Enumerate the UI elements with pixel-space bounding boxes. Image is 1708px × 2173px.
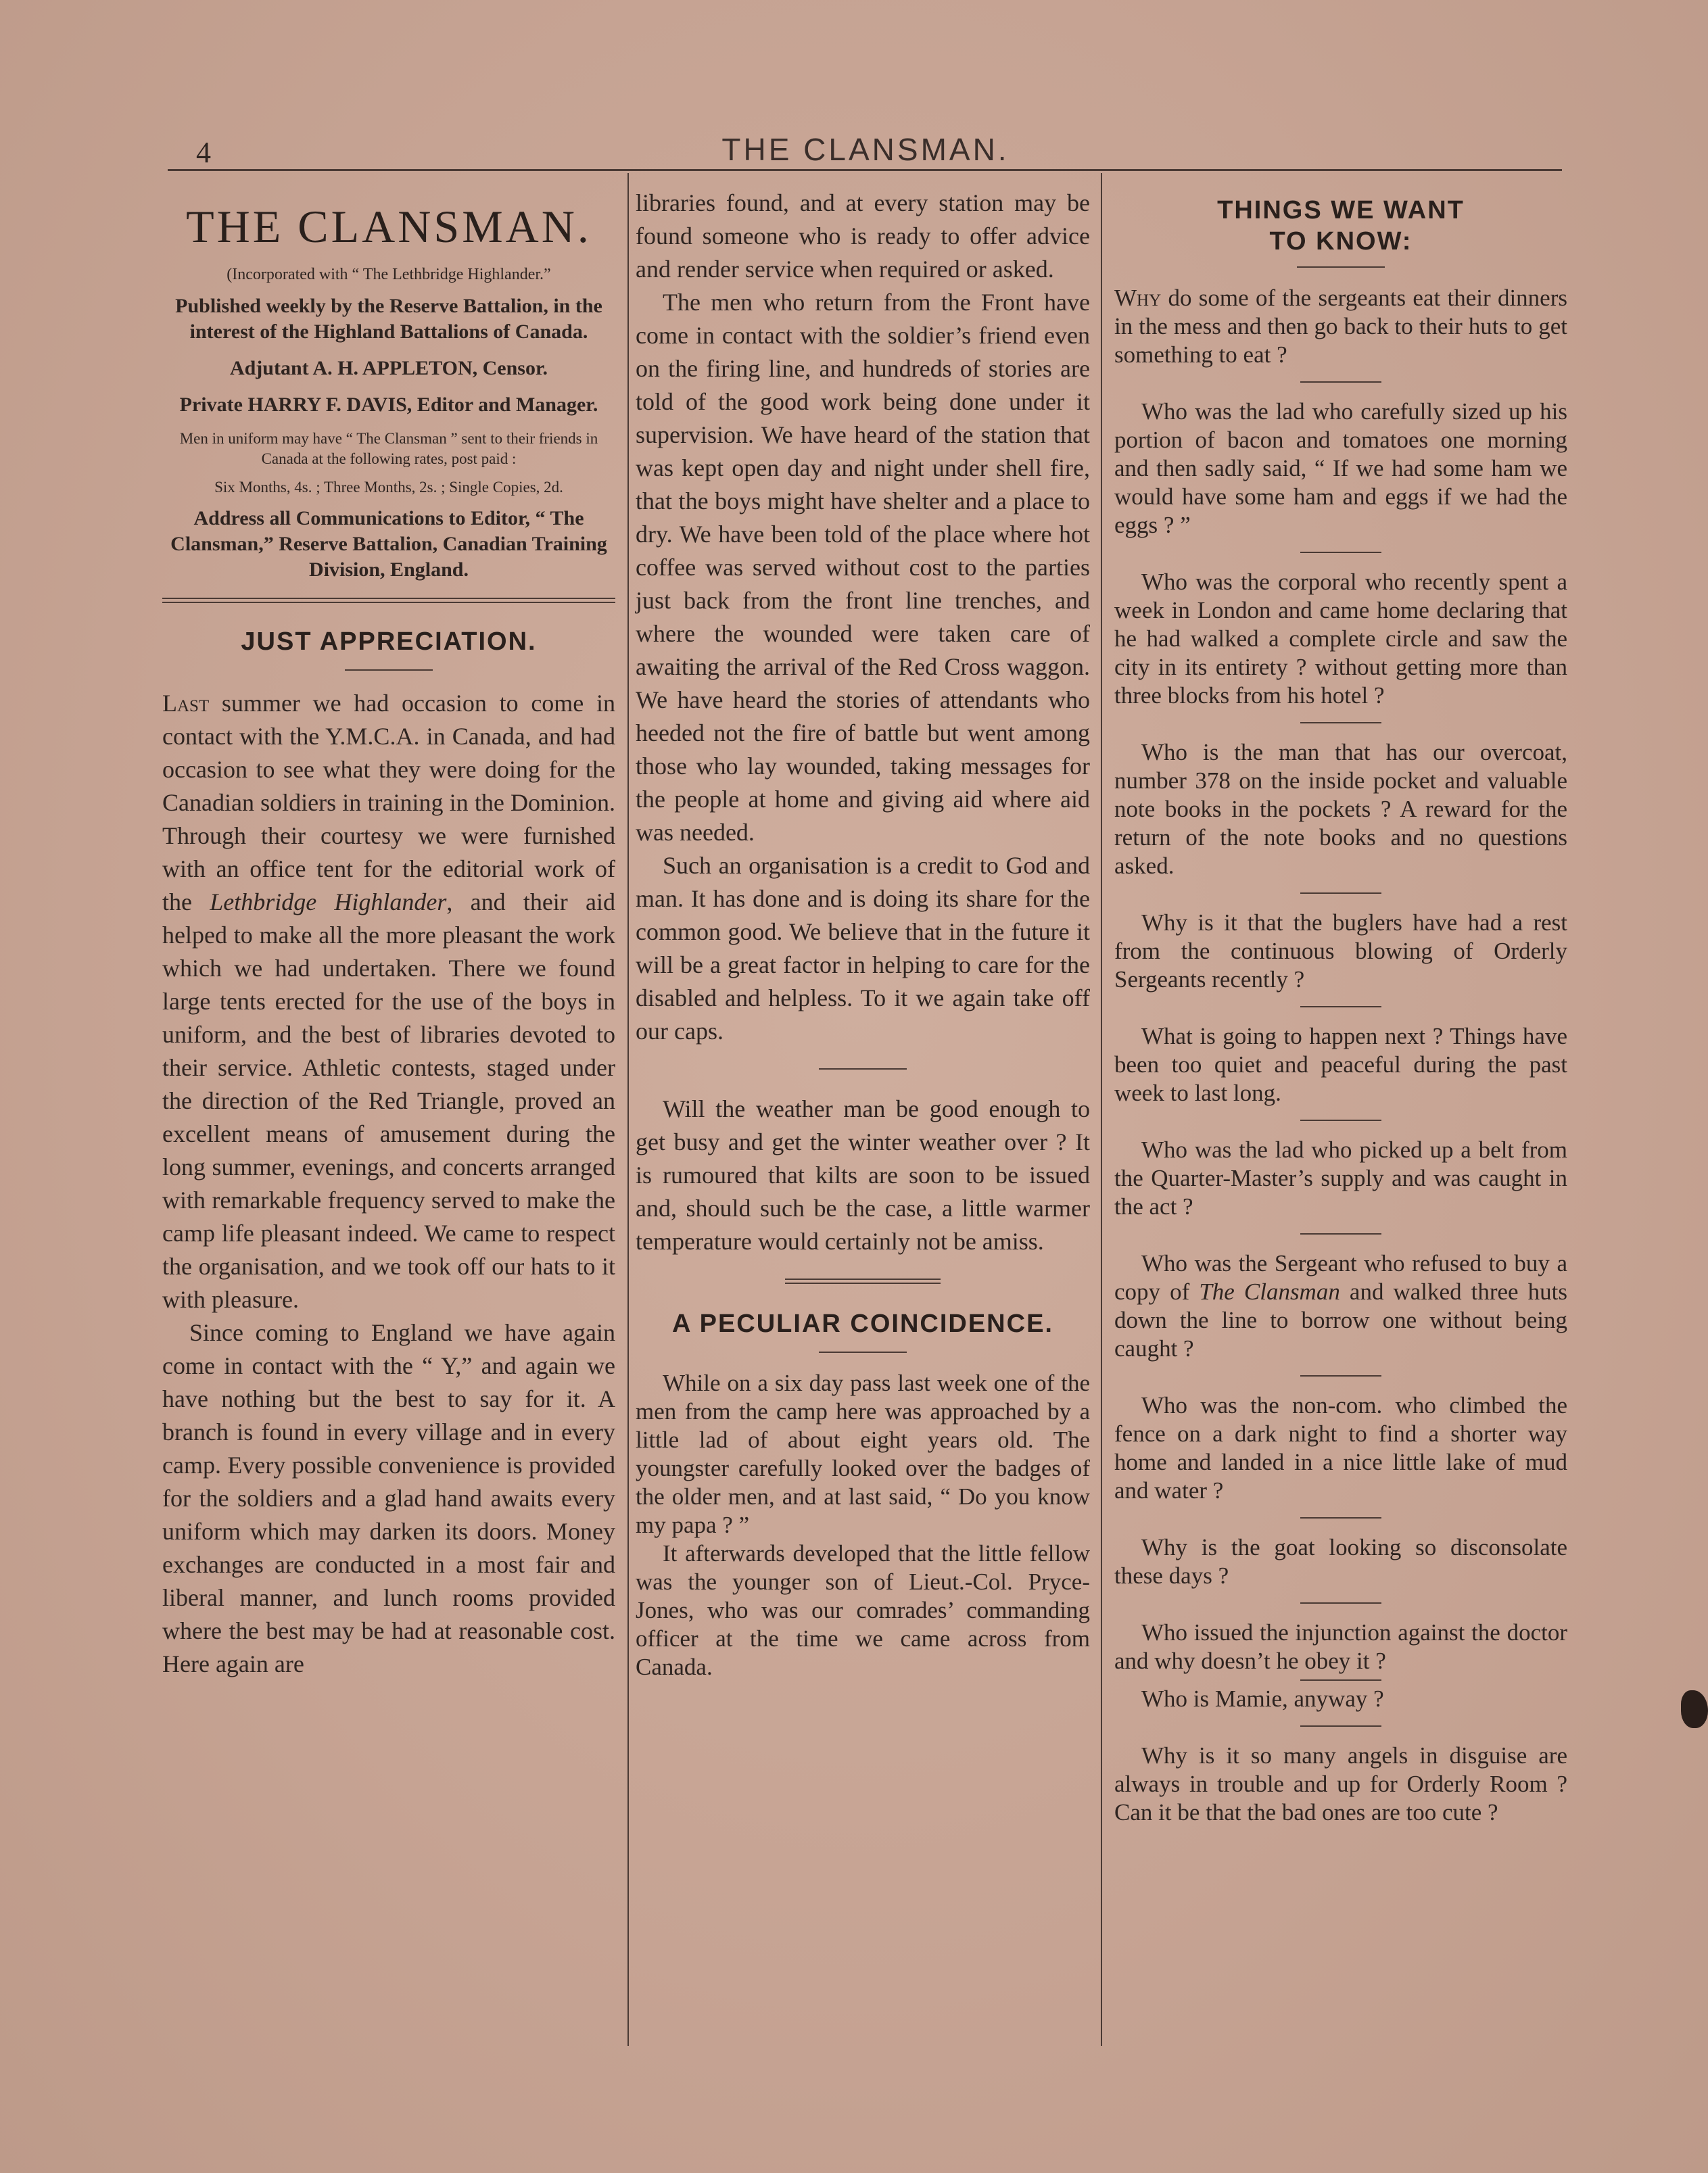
heading-rule [345,669,433,671]
column-divider-1 [627,173,629,2046]
question-rule [1300,1517,1381,1519]
coincidence-heading: A PECULIAR COINCIDENCE. [672,1310,1053,1338]
masthead-rates-intro: Men in uniform may have “ The Clansman ” sent to their friends in Canada at the following rates, post paid : [179,430,598,467]
question-3: Who was the corporal who recently spent a week in London and came home declaring that he had walked a complete circle and saw the city in its entirety ? without getting more than three blocks from his hotel ? [1114,569,1567,709]
column-divider-2 [1101,173,1102,2046]
appreciation-paragraph-2: Since coming to England we have again come in contact with the “ Y,” and again we have nothing but the best to say for it. A branch is found in every village and in every camp. Every possible convenience is provided for the soldiers and a glad hand awaits every uniform which may darken its doors. Money exchanges are conducted in a most fair and liberal manner, and lunch rooms provided where the best may be had at reasonable cost. Here again are [162,1319,615,1677]
question-rule [1300,1375,1381,1377]
coincidence-paragraph-1: While on a six day pass last week one of the men from the camp here was approached by a little lad of about eight years old. The youngster carefully looked over the badges of the older men, and at last said, “ Do you know my papa ? ” [636,1370,1090,1538]
question-7: Who was the lad who picked up a belt from the Quarter-Master’s supply and was caught in the act ? [1114,1137,1567,1220]
question-13: Why is it so many angels in disguise are always in trouble and up for Orderly Room ? Can it be that the bad ones are too cute ? [1114,1742,1567,1825]
masthead [162,200,615,583]
heading-rule [819,1352,907,1353]
question-10: Why is the goat looking so disconsolate these days ? [1114,1534,1567,1589]
question-rule [1300,1679,1381,1681]
coincidence-article [636,1369,1090,1681]
appreciation-paragraph-4: The men who return from the Front have come in contact with the soldier’s friend even on the firing line, and hundreds of stories are told of the good work being done under it supervision. We have heard of the station that was kept open day and night under shell fire, that the boys might have shelter and a place to dry. We have been told of the place where hot coffee was served without cost to the parties just back from the front line trenches, and where the wounded were taken care of awaiting the arrival of the Red Cross waggon. We have heard the stories of attendants who heeded not the fire of battle but went among those who lay wounded, taking messages for the people at home and giving aid where aid was needed. [636,289,1090,846]
masthead-censor: Adjutant A. H. APPLETON, Censor. [229,357,548,379]
question-rule [1300,892,1381,894]
question-12: Who is Mamie, anyway ? [1141,1686,1384,1712]
column-3 [1114,187,1567,1827]
question-8 [1114,1249,1567,1363]
question-text: and walked three huts down the line to borrow one without being caught ? [1114,1279,1567,1362]
question-rule [1300,722,1381,723]
masthead-editor: Private HARRY F. DAVIS, Editor and Manager. [179,393,598,416]
running-head [169,128,1562,169]
question-rule [1300,552,1381,553]
question-6: What is going to happen next ? Things have been too quiet and peaceful during the past week to last long. [1114,1023,1567,1106]
masthead-rates: Six Months, 4s. ; Three Months, 2s. ; Single Copies, 2d. [214,479,563,496]
things-heading [1114,195,1567,257]
drop-word: Why [1114,285,1162,311]
question-rule [1300,381,1381,383]
masthead-address: Address all Communications to Editor, “ The Clansman,” Reserve Battalion, Canadian Training Division, England. [170,507,607,581]
question-rule [1300,1725,1381,1727]
weather-item [636,1093,1090,1258]
masthead-incorporated: (Incorporated with “ The Lethbridge Highlander.” [227,266,551,283]
masthead-title: THE CLANSMAN. [186,201,592,252]
appreciation-continued [636,187,1090,1048]
question-rule [1300,1006,1381,1007]
appreciation-heading: JUST APPRECIATION. [241,627,537,656]
ink-blot [1681,1690,1708,1728]
question-rule [1300,1602,1381,1604]
weather-paragraph: Will the weather man be good enough to get busy and get the winter weather over ? It is rumoured that kilts are soon to be issued and, should such be the case, a little warmer temperature would certainly not be amiss. [636,1095,1090,1255]
question-4: Who is the man that has our overcoat, number 378 on the inside pocket and valuable note books in the pockets ? A reward for the return of the note books and no questions asked. [1114,739,1567,879]
coincidence-paragraph-2: It afterwards developed that the little fellow was the younger son of Lieut.-Col. Pryce-Jones, who was our comrades’ commanding officer at the time we came across from Canada. [636,1540,1090,1680]
things-heading-line-1: THINGS WE WANT [1217,196,1465,224]
question-text: Who was the Sergeant who refused to buy a copy of [1114,1250,1567,1305]
section-divider [785,1279,941,1284]
paragraph-text: , and their aid helped to make all the more pleasant the work which we had undertaken. There we found large tents erected for the use of the boys in uniform, and the best of libraries devoted to their service. Athletic contests, staged under the direction of the Red Triangle, proved an excellent means of amusement during the long summer, evenings, and concerts arranged with remarkable frequency served to make the camp life pleasant indeed. We came to respect the organisation, and we took off our hats to it with pleasure. [162,888,615,1313]
drop-word: Last [162,690,210,717]
question-rule [1300,1233,1381,1235]
question-text: do some of the sergeants eat their dinners in the mess and then go back to their huts to get something to eat ? [1114,285,1567,368]
appreciation-paragraph-1 [162,687,615,1316]
column-2 [636,187,1090,1681]
page-number: 4 [196,136,211,169]
header-rule [168,169,1562,171]
italic-title: Lethbridge Highlander [210,888,447,915]
paragraph-text: summer we had occasion to come in contact with the Y.M.C.A. in Canada, and had occasion to see what they were doing for the Canadian soldiers in training in the Dominion. Through their courtesy we were furnished with an office tent for the editorial work of the [162,690,615,915]
column-1 [162,187,615,1681]
question-5: Why is it that the buglers have had a rest from the continuous blowing of Orderly Sergeants recently ? [1114,909,1567,993]
question-1 [1114,284,1567,369]
masthead-divider [162,598,615,603]
question-rule [1300,1120,1381,1121]
question-2: Who was the lad who carefully sized up his portion of bacon and tomatoes one morning and then sadly said, “ If we had some ham we would have some ham and eggs if we had the eggs ? ” [1114,398,1567,538]
appreciation-article [162,687,615,1681]
section-rule [819,1068,907,1070]
heading-rule [1297,266,1385,268]
things-heading-line-2: TO KNOW: [1269,227,1413,256]
appreciation-paragraph-5: Such an organisation is a credit to God and man. It has done and is doing its share for the common good. We believe that in the future it will be a great factor in helping to care for the disabled and helpless. To it we again take off our caps. [636,852,1090,1045]
appreciation-paragraph-3: libraries found, and at every station may be found someone who is ready to offer advice and render service when required or asked. [636,189,1090,283]
masthead-published: Published weekly by the Reserve Battalion, in the interest of the Highland Battalions of Canada. [175,295,602,343]
question-11: Who issued the injunction against the doctor and why doesn’t he obey it ? [1114,1619,1567,1674]
running-title: THE CLANSMAN. [721,132,1010,167]
question-9: Who was the non-com. who climbed the fence on a dark night to find a shorter way home and landed in a nice little lake of mud and water ? [1114,1392,1567,1504]
italic-title: The Clansman [1199,1279,1340,1305]
